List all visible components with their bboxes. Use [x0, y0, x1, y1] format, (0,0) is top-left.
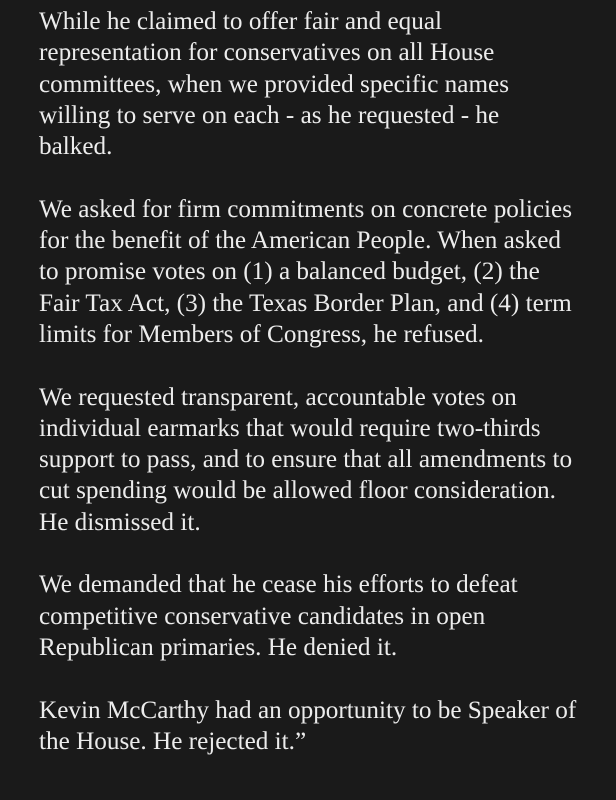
paragraph-committees: [39, 6, 609, 162]
text-line: to promise votes on (1) a balanced budget, (2) the: [39, 258, 540, 286]
text-line: representation for conservatives on all House: [39, 39, 495, 67]
text-line: cut spending would be allowed floor consideration.: [39, 477, 556, 505]
statement-text: [39, 6, 609, 757]
text-line: committees, when we provided specific names: [39, 70, 510, 98]
paragraph-conclusion: [39, 695, 609, 758]
text-line: Fair Tax Act, (3) the Texas Border Plan, and (4) term: [39, 289, 572, 317]
text-line: limits for Members of Congress, he refused.: [39, 320, 484, 348]
paragraph-policies: [39, 194, 609, 350]
paragraph-primaries: [39, 569, 609, 663]
text-line: We asked for firm commitments on concrete policies: [39, 195, 573, 223]
text-line: Republican primaries. He denied it.: [39, 633, 398, 661]
text-line: willing to serve on each - as he requested - he: [39, 101, 500, 129]
paragraph-earmarks: [39, 382, 609, 538]
text-line: competitive conservative candidates in open: [39, 602, 486, 630]
text-line: Kevin McCarthy had an opportunity to be Speaker of: [39, 696, 577, 724]
text-line: balked.: [39, 133, 113, 161]
text-line: support to pass, and to ensure that all amendments to: [39, 446, 573, 474]
text-line: He dismissed it.: [39, 508, 201, 536]
text-line: the House. He rejected it.”: [39, 727, 307, 755]
text-line: individual earmarks that would require two-thirds: [39, 414, 541, 442]
text-line: While he claimed to offer fair and equal: [39, 8, 443, 35]
text-line: We demanded that he cease his efforts to defeat: [39, 571, 518, 599]
text-line: We requested transparent, accountable votes on: [39, 383, 517, 411]
text-line: for the benefit of the American People. When asked: [39, 227, 561, 255]
